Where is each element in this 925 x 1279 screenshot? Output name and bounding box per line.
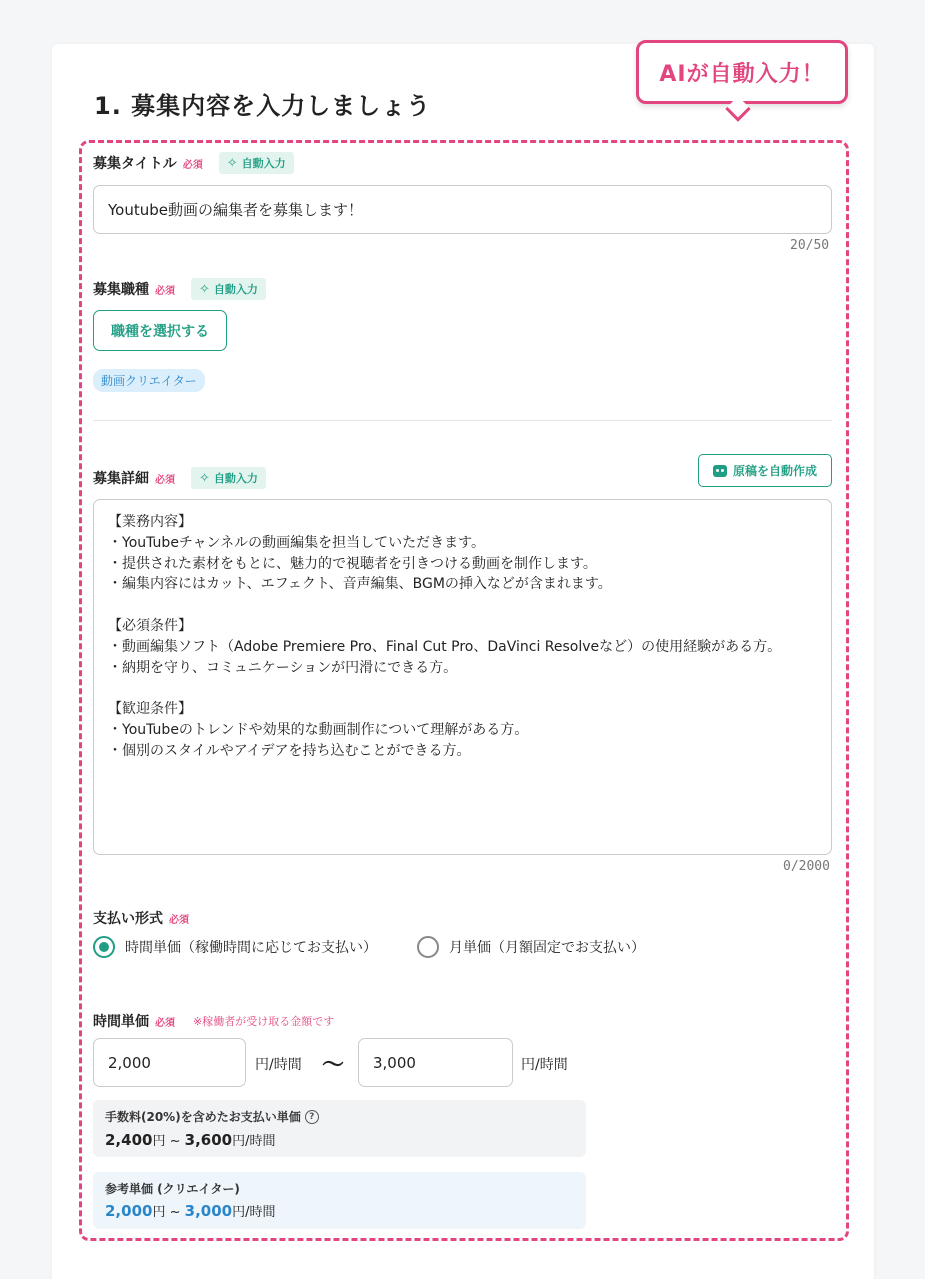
details-label xyxy=(93,467,266,489)
job-type-chip: 動画クリエイター xyxy=(93,369,205,392)
fee-yen: 円 xyxy=(152,1134,166,1149)
page-title: 1. 募集内容を入力しましょう xyxy=(94,92,432,120)
hourly-label-text: 時間単価 xyxy=(93,1014,149,1030)
title-field-label xyxy=(93,152,294,174)
auto-input-tag xyxy=(191,278,266,300)
robot-icon xyxy=(713,465,727,477)
reference-rate-box xyxy=(93,1172,586,1229)
radio-monthly[interactable] xyxy=(417,936,645,958)
auto-draft-button[interactable] xyxy=(698,454,832,487)
details-textarea[interactable]: 【業務内容】 ・YouTubeチャンネルの動画編集を担当していただきます。 ・提供された素材をもとに、魅力的で視聴者を引きつける動画を制作します。 ・編集内容にはカット、エフェクト、音声編集、BGMの挿入などが含まれます。 【必須条件】 ・動画編集ソフト（Adobe Premiere Pro、Final Cut Pro、DaVinci Resolveなど）の使用経験がある方。 ・納期を守り、コミュニケーションが円滑にできる方。 【歓迎条件】 ・YouTubeのトレンドや効果的な動画制作について理解がある方。 ・個別のスタイルやアイデアを持ち込むことができる方。 xyxy=(93,499,832,855)
auto-input-text: 自動入力 xyxy=(241,157,286,170)
reference-unit: 円/時間 xyxy=(232,1205,276,1220)
radio-monthly-indicator[interactable] xyxy=(417,936,439,958)
fee-max: 3,600 xyxy=(184,1131,233,1149)
required-badge: 必須 xyxy=(155,1017,175,1029)
reference-value xyxy=(105,1201,574,1220)
hourly-min-value: 2,000 xyxy=(108,1053,151,1072)
hourly-note: ※稼働者が受け取る金額です xyxy=(193,1015,335,1028)
details-label-text: 募集詳細 xyxy=(93,471,149,487)
fee-unit: 円/時間 xyxy=(232,1134,276,1149)
job-type-label xyxy=(93,278,266,300)
title-char-counter: 20/50 xyxy=(790,238,830,253)
auto-draft-label: 原稿を自動作成 xyxy=(732,464,817,478)
title-label-text: 募集タイトル xyxy=(93,156,177,172)
auto-input-text: 自動入力 xyxy=(213,472,258,485)
reference-max: 3,000 xyxy=(184,1202,233,1220)
radio-hourly-label: 時間単価（稼働時間に応じてお支払い） xyxy=(125,940,377,956)
required-badge: 必須 xyxy=(169,914,189,926)
range-tilde: 〜 xyxy=(322,1053,345,1078)
fee-summary-box xyxy=(93,1100,586,1157)
reference-yen: 円 xyxy=(152,1205,166,1220)
help-icon[interactable]: ? xyxy=(305,1110,319,1124)
title-input-value: Youtube動画の編集者を募集します！ xyxy=(108,201,363,219)
fee-sep: ~ xyxy=(165,1134,185,1149)
select-job-type-button[interactable]: 職種を選択する xyxy=(93,310,227,351)
auto-input-tag xyxy=(191,467,266,489)
job-type-label-text: 募集職種 xyxy=(93,282,149,298)
fee-title xyxy=(105,1108,574,1125)
ai-auto-input-callout: AIが自動入力！ xyxy=(636,40,848,104)
hourly-rate-label xyxy=(93,1011,334,1031)
section-divider xyxy=(93,420,832,421)
hourly-max-unit: 円/時間 xyxy=(521,1057,568,1073)
auto-input-tag xyxy=(219,152,294,174)
hourly-max-value: 3,000 xyxy=(373,1053,416,1072)
fee-value xyxy=(105,1130,574,1149)
payment-label-text: 支払い形式 xyxy=(93,911,163,927)
hourly-min-unit: 円/時間 xyxy=(255,1057,302,1073)
sparkle-icon: ✧ xyxy=(199,281,210,297)
reference-title: 参考単価 (クリエイター) xyxy=(105,1182,240,1196)
hourly-min-input[interactable] xyxy=(93,1038,246,1087)
required-badge: 必須 xyxy=(155,285,175,297)
reference-min: 2,000 xyxy=(105,1202,153,1220)
fee-title-text: 手数料(20%)を含めたお支払い単価 xyxy=(105,1110,301,1124)
sparkle-icon: ✧ xyxy=(226,155,238,171)
radio-hourly[interactable] xyxy=(93,936,377,958)
required-badge: 必須 xyxy=(155,474,175,486)
reference-sep: ~ xyxy=(165,1205,185,1220)
auto-input-text: 自動入力 xyxy=(213,283,258,296)
payment-type-label xyxy=(93,908,189,928)
sparkle-icon: ✧ xyxy=(199,470,210,486)
radio-monthly-label: 月単価（月額固定でお支払い） xyxy=(449,940,645,956)
required-badge: 必須 xyxy=(182,159,203,171)
details-char-counter: 0/2000 xyxy=(783,859,830,874)
fee-min: 2,400 xyxy=(105,1131,153,1149)
title-input[interactable] xyxy=(93,185,832,234)
hourly-max-input[interactable] xyxy=(358,1038,513,1087)
radio-hourly-indicator[interactable] xyxy=(93,936,115,958)
payment-type-radio-group xyxy=(93,936,645,958)
